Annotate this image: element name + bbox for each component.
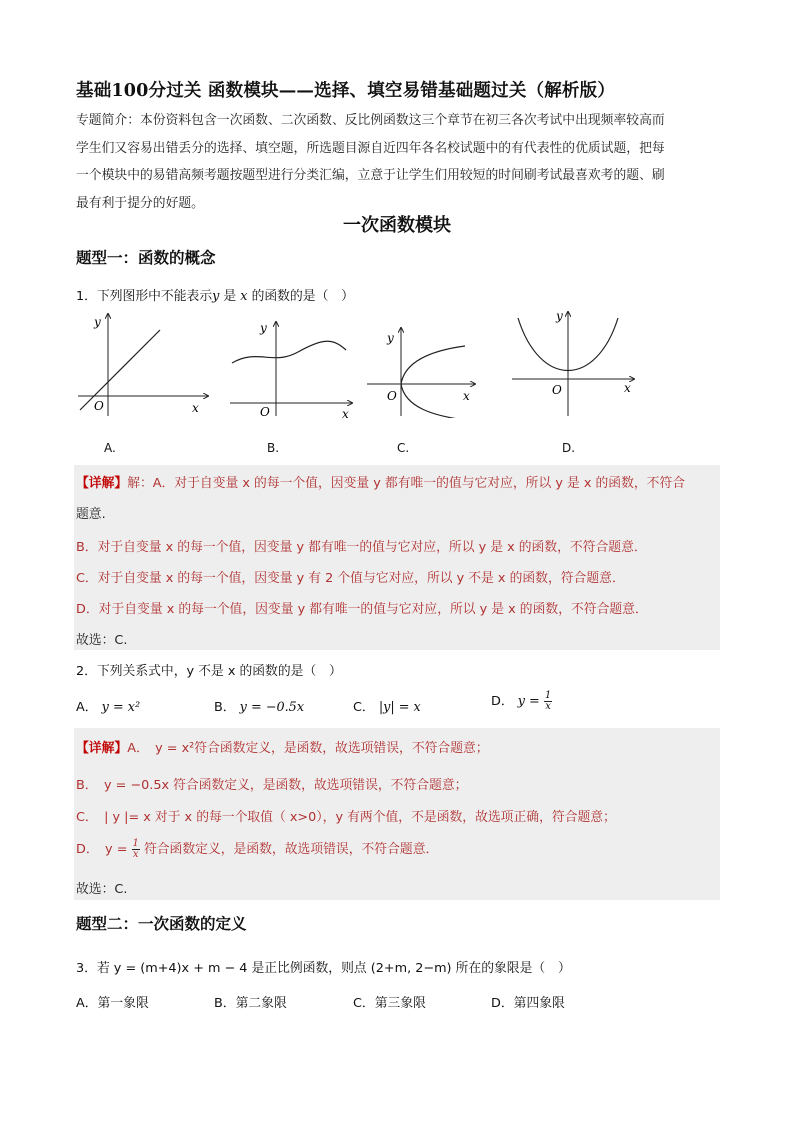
graph-label-a: A. (104, 441, 116, 455)
answer-line: 故选：C. (76, 633, 128, 648)
answer-line: 【详解】A． y = x²符合函数定义，是函数，故选项错误，不符合题意； (76, 741, 489, 756)
question-type-heading: 题型二：一次函数的定义 (76, 914, 247, 933)
intro-line: 专题简介：本份资料包含一次函数、二次函数、反比例函数这三个章节在初三各次考试中出现频率较高而 (76, 113, 665, 128)
question-3-stem: 3．若 y = (m+4)x + m − 4 是正比例函数，则点 (2+m, 2−m) 所在的象限是（ ） (76, 961, 571, 976)
graph-label-b: B. (267, 441, 280, 455)
y-axis-label: y (387, 331, 394, 345)
graph-label-c: C. (397, 441, 410, 455)
origin-label: O (94, 399, 104, 413)
graph-c (365, 308, 480, 418)
y-axis-label: y (556, 309, 563, 323)
y-axis-label: y (94, 315, 101, 329)
origin-label: O (387, 389, 397, 403)
section-title: 一次函数模块 (343, 215, 451, 236)
answer-block-2 (74, 728, 720, 900)
option-d: D．第四象限 (491, 996, 565, 1011)
option-a: A． y = x² (76, 700, 141, 715)
question-1-stem: 1．下列图形中不能表示y 是 x 的函数的是（ ） (76, 289, 354, 304)
y-axis-label: y (260, 321, 267, 335)
question-type-heading: 题型一：函数的概念 (76, 248, 216, 267)
graph-d (510, 308, 640, 418)
option-b: B．第二象限 (214, 996, 287, 1011)
graph-label-d: D. (562, 441, 576, 455)
option-c: C．第三象限 (353, 996, 426, 1011)
intro-line: 最有利于提分的好题。 (76, 195, 204, 211)
answer-line: B．对于自变量 x 的每一个值，因变量 y 都有唯一的值与它对应，所以 y 是 x 的函数，不符合题意． (76, 540, 647, 555)
answer-line: D．对于自变量 x 的每一个值，因变量 y 都有唯一的值与它对应，所以 y 是 x 的函数，不符合题意． (76, 602, 648, 617)
answer-line: C． | y |= x 对于 x 的每一个取值（ x>0），y 有两个值，不是函数，故选项正确，符合题意； (76, 810, 616, 825)
x-axis-label: x (192, 401, 199, 415)
x-axis-label: x (624, 381, 631, 395)
origin-label: O (260, 405, 270, 418)
option-b: B． y = −0.5x (214, 700, 305, 715)
option-a: A．第一象限 (76, 996, 149, 1011)
answer-block-1 (74, 465, 720, 650)
intro-line: 学生们又容易出错丢分的选择、填空题，所选题目源自近四年各名校试题中的有代表性的优质试题，把每 (76, 140, 665, 156)
answer-line: C．对于自变量 x 的每一个值，因变量 y 有 2 个值与它对应，所以 y 不是 x 的函数，符合题意． (76, 571, 625, 586)
x-axis-label: x (463, 389, 470, 403)
answer-line: 题意. (76, 507, 106, 522)
answer-line: B． y = −0.5x 符合函数定义，是函数，故选项错误，不符合题意； (76, 778, 468, 793)
answer-line: 故选：C. (76, 882, 128, 897)
answer-line: D． y = $\frac{1}{x}$ 符合函数定义，是函数，故选项错误，不符合题意． (76, 838, 439, 860)
intro-line: 一个模块中的易错高频考题按题型进行分类汇编，立意于让学生们用较短的时间刷考试最喜欢考的题、刷 (76, 168, 665, 183)
answer-line: 【详解】解：A．对于自变量 x 的每一个值，因变量 y 都有唯一的值与它对应，所以 y 是 x 的函数，不符合 (76, 476, 686, 491)
x-axis-label: x (342, 407, 349, 418)
graph-b (228, 308, 358, 418)
option-d: D． y = $\frac{1}{x}$ (491, 690, 552, 712)
option-c: C． |y| = x (353, 700, 421, 715)
graph-a (74, 308, 214, 418)
question-2-stem: 2．下列关系式中，y 不是 x 的函数的是（ ） (76, 664, 342, 679)
document-title: 基础100分过关 函数模块——选择、填空易错基础题过关（解析版） (76, 81, 616, 101)
intro-paragraph (76, 107, 720, 217)
origin-label: O (552, 383, 562, 397)
